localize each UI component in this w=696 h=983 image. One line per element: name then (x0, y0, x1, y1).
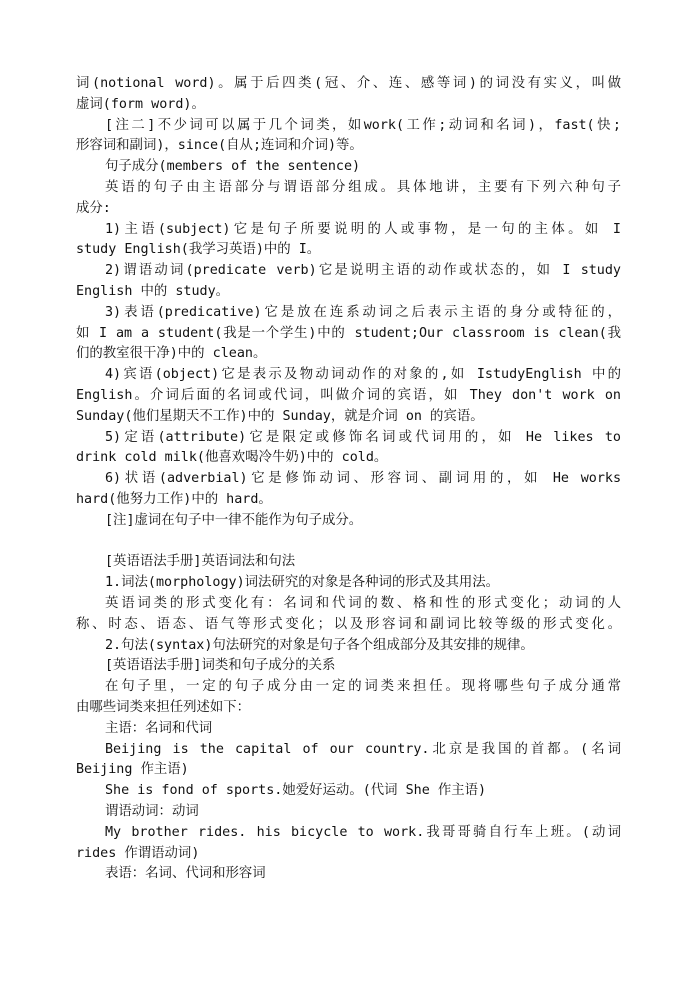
text-line: study English(我学习英语)中的 I。 (76, 242, 321, 258)
text-line: 词(notional word)。属于后四类(冠、介、连、感等词)的词没有实义，叫做 (76, 76, 621, 91)
text-line: rides 作谓语动词) (76, 845, 200, 861)
text-line: 主语：名词和代词 (105, 720, 213, 736)
text-line: Beijing 作主语) (76, 762, 189, 778)
text-line: 2)谓语动词(predicate verb)它是说明主语的动作或状态的，如 I study (105, 263, 621, 279)
text-line: 句子成分(members of the sentence) (105, 159, 361, 175)
text-line: [注]虚词在句子中一律不能作为句子成分。 (105, 512, 363, 528)
text-line (76, 532, 621, 553)
text-line: 4)宾语(object)它是表示及物动词动作的对象的,如 IstudyEnglish 中的 (105, 367, 621, 383)
text-line: My brother rides. his bicycle to work.我哥哥骑自行车上班。(动词 (105, 824, 621, 840)
text-line: hard(他努力工作)中的 hard。 (76, 492, 272, 507)
text-line: [英语语法手册]英语词法和句法 (105, 554, 296, 570)
text-line: 2.句法(syntax)句法研究的对象是句子各个组成部分及其安排的规律。 (105, 637, 534, 653)
text-line: 1)主语(subject)它是句子所要说明的人或事物，是一句的主体。如 I (105, 221, 621, 237)
text-line: Sunday(他们星期天不工作)中的 Sunday，就是介词 on 的宾语。 (76, 408, 484, 424)
text-line: 英语词类的形式变化有：名词和代词的数、格和性的形式变化；动词的人 (105, 596, 621, 611)
text-line: 5)定语(attribute)它是限定或修饰名词或代词用的，如 He likes to (105, 429, 621, 445)
text-line: 1.词法(morphology)词法研究的对象是各种词的形式及其用法。 (105, 575, 500, 591)
text-line: 称、时态、语态、语气等形式变化；以及形容词和副词比较等级的形式变化。 (76, 616, 621, 632)
text-line: 由哪些词类来担任列述如下： (76, 700, 251, 715)
text-line: English。介词后面的名词或代词，叫做介词的宾语，如 They don't work on (76, 388, 621, 403)
text-line: She is fond of sports.她爱好运动。(代词 She 作主语) (105, 783, 487, 799)
text-line: 们的教室很干净)中的 clean。 (76, 346, 267, 362)
text-line: Beijing is the capital of our country.北京是我国的首都。(名词 (105, 741, 621, 757)
text-line: [注二]不少词可以属于几个词类，如work(工作;动词和名词)，fast(快; (105, 117, 621, 133)
text-line: 6)状语(adverbial)它是修饰动词、形容词、副词用的，如 He works (105, 471, 621, 487)
text-line: 3)表语(predicative)它是放在连系动词之后表示主语的身分或特征的， (105, 304, 621, 320)
text-line: [英语语法手册]词类和句子成分的关系 (105, 658, 336, 674)
text-line: English 中的 study。 (76, 284, 230, 299)
text-line: 虚词(form word)。 (76, 96, 205, 112)
text-line: 在句子里，一定的句子成分由一定的词类来担任。现将哪些句子成分通常 (105, 679, 621, 695)
text-line: 表语：名词、代词和形容词 (105, 866, 266, 882)
text-line: drink cold milk(他喜欢喝冷牛奶)中的 cold。 (76, 450, 388, 466)
text-line: 形容词和副词)，since(自从;连词和介词)等。 (76, 138, 363, 154)
text-line: 英语的句子由主语部分与谓语部分组成。具体地讲，主要有下列六种句子 (105, 180, 621, 195)
text-line: 谓语动词：动词 (105, 804, 199, 819)
text-line: 如 I am a student(我是一个学生)中的 student;Our classroom is clean(我 (76, 325, 621, 341)
text-line: 成分: (76, 200, 111, 216)
